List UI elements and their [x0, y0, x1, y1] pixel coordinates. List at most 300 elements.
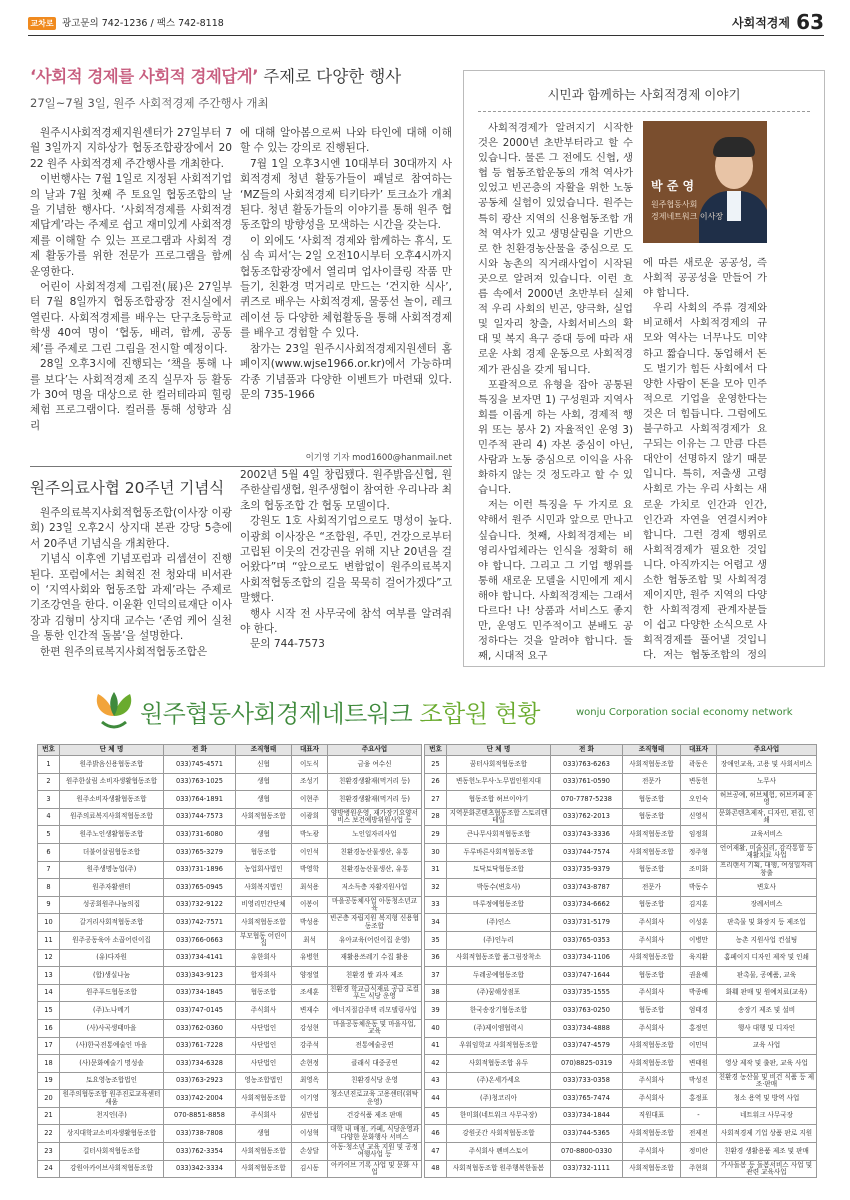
table-row	[38, 931, 422, 949]
table-row	[38, 879, 422, 897]
table-cell: 재활용쓰레기 수집 활용	[328, 949, 422, 967]
table-cell: 43	[425, 1072, 447, 1090]
table-cell: 사회적협동조합	[236, 914, 292, 932]
table-cell: 원주밝음신용협동조합	[60, 756, 164, 774]
divider	[478, 111, 810, 112]
table-cell: 친환경 학교급식재료 공급 로컬푸드 식당 운영	[328, 984, 422, 1002]
table-cell: 033)747-1644	[551, 967, 623, 985]
table-cell: 46	[425, 1125, 447, 1143]
table-cell: 강원아카이브사회적협동조합	[60, 1160, 164, 1178]
table-cell: 47	[425, 1143, 447, 1161]
table-cell: 강주석	[292, 1037, 328, 1055]
paragraph: 어린이 사회적경제 그림전(展)은 27일부터 7월 8일까지 협동조합광장 전시실에서 열린다. 사회적경제를 배우는 단구초등학교 학생 40여 명이 ‘협동, 배려, 함께, 공동체’를 주제로 그린 그림을 전시할 예정이다.	[30, 281, 232, 355]
table-cell: 6	[38, 843, 60, 861]
table-cell: 070-8851-8858	[164, 1107, 236, 1125]
table-cell: 주식회사	[236, 1002, 292, 1020]
table-cell: 033)734-4888	[551, 1019, 623, 1037]
table-cell: 박노광	[292, 826, 328, 844]
table-cell: 김시동	[292, 1160, 328, 1178]
table-row	[425, 1107, 817, 1125]
column-title: 시민과 함께하는 사회적경제 이야기	[547, 87, 741, 102]
table-row	[425, 931, 817, 949]
table-cell: 네트워크 사무국장	[717, 1107, 817, 1125]
table-cell: (주)인스	[447, 914, 551, 932]
table-row	[425, 1090, 817, 1108]
page-header	[28, 12, 824, 36]
table-row	[425, 861, 817, 879]
table-cell: -	[681, 1107, 717, 1125]
table-cell: 영농조합법인	[236, 1072, 292, 1090]
paragraph: 이 외에도 ‘사회적 경제와 함께하는 휴식, 도심 속 피서’는 2일 오전10시부터 오후4시까지 협동조합광장에서 열리며 업사이클링 작품 만들기, 친환경 먹거리로 만드는 ‘건지한 식사’, 퀴즈로 배우는 사회적경제, 물풍선 놀이, 레크레이션 등 다양한 체험활동을 통해 사회적경제를 배우고 경험할 수 있다.	[240, 234, 452, 340]
table-cell: 이민덕	[681, 1037, 717, 1055]
column-header: 대표자	[681, 745, 717, 756]
table-cell: 사회적경제 기업 상품 판로 지원	[717, 1125, 817, 1143]
table-cell: 저소득층 자활지원사업	[328, 879, 422, 897]
table-cell: 원주공동육아 소꿉어린이집	[60, 931, 164, 949]
table-cell: 사단법인	[236, 1037, 292, 1055]
table-cell: 사회적협동조합	[623, 1125, 681, 1143]
table-cell: 부모협동 어린이집	[236, 931, 292, 949]
table-cell: 29	[425, 826, 447, 844]
table-cell: 사단법인	[236, 1019, 292, 1037]
table-cell: 친환경생활재(먹거리 등)	[328, 773, 422, 791]
table-cell: 12	[38, 949, 60, 967]
table-row	[38, 791, 422, 809]
paragraph: 이번행사는 7월 1일로 지정된 사회적기업의 날과 7월 첫째 주 토요일 협동조합의 날을 기념한 행사다. ‘사회적경제를 사회적경제답게’라는 주제로 쉽고 재미있게 사회적경제를 이해할 수 있는 프로그램과 사회적 경제 활동가를 위한 전문가 프로그램을 함께 운영한다.	[30, 173, 232, 278]
table-cell: 원주의료복지사회적협동조합	[60, 808, 164, 826]
table-cell: 협동조합	[236, 843, 292, 861]
table-cell: 최석용	[292, 879, 328, 897]
table-cell: 070)8825-0319	[551, 1055, 623, 1073]
table-cell: 주식회사	[236, 1107, 292, 1125]
paragraph: 사회적경제가 알려지기 시작한 것은 2000년 초반부터라고 할 수 있습니다. 물론 그 전에도 신협, 생협 등 협동조합운동의 개척 역사가 있었고 빈곤층의 자활을 위한 노동공동체 실험이 있었습니다. 원주는 특히 광산 지역의 신용협동조합 개척 역사가 있고 생명살림을 기반으로 한 친환경농산물을 중심으로 도시와 농촌의 직거래사업이 시작된 곳으로 알려져 있습니다. 이런 흐름 속에서 2000년 초반부터 실체적 우리 사회의 빈곤, 양극화, 실업 및 일자리 창출, 사회서비스의 확대 및 복지 욕구 증대 등에 따라 새로운 사회 경제 운동으로 사회적경제가 관심을 갖게 됩니다.	[478, 122, 633, 376]
table-cell: 033)763-2923	[164, 1072, 236, 1090]
table-row	[38, 1160, 422, 1178]
table-cell: 033)734-1106	[551, 949, 623, 967]
table-cell: 2	[38, 773, 60, 791]
paragraph: 포괄적으로 유형을 잡아 공통된 특징을 보자면 1) 구성원과 지역사회를 이롭게 하는 사회, 경제적 행위 또는 봉사 2) 자율적인 운영 3) 민주적 관리 4) 자본 중심이 아닌, 사람과 노동 중심으로 이익을 사유화하지 않는 것 정도라고 할 수 있습니다.	[478, 378, 633, 497]
table-cell: 033)761-7228	[164, 1037, 236, 1055]
table-cell: 한국송장기협동조합	[447, 1002, 551, 1020]
table-cell: 033)765-3279	[164, 843, 236, 861]
table-cell: 강원곳간 사회적협동조합	[447, 1125, 551, 1143]
table-cell: 신영식	[681, 808, 717, 826]
table-cell: 에너지절감주택 리모델링사업	[328, 1002, 422, 1020]
table-cell: 주식회사	[623, 1143, 681, 1161]
paragraph: 에 대해 알아봄으로써 나와 타인에 대해 이해할 수 있는 강의로 진행된다.	[240, 127, 452, 155]
table-cell: 033)764-1891	[164, 791, 236, 809]
table-cell: 조성기	[292, 773, 328, 791]
table-cell: 033)747-0145	[164, 1002, 236, 1020]
table-cell: 033)742-7571	[164, 914, 236, 932]
table-cell: 전제전	[681, 1125, 717, 1143]
table-cell: 꿈터사회적협동조합	[447, 756, 551, 774]
network-logo-icon	[92, 692, 136, 736]
table-cell: 송장기 제조 및 설비	[717, 1002, 817, 1020]
table-cell: 사회적협동조합 품그림장착소	[447, 949, 551, 967]
table-cell: 비영리민간단체	[236, 896, 292, 914]
table-cell: 사회적협동조합	[236, 1143, 292, 1161]
table-cell: 손현정	[292, 1055, 328, 1073]
table-cell: 친환경 쌀 과자 제조	[328, 967, 422, 985]
table-row	[425, 791, 817, 809]
table-cell: 협동조합	[623, 791, 681, 809]
table-cell: 070-8800-0330	[551, 1143, 623, 1161]
table-cell: 033)744-5365	[551, 1125, 623, 1143]
table-cell: 19	[38, 1072, 60, 1090]
table-cell: (주)인누리	[447, 931, 551, 949]
table-cell: 15	[38, 1002, 60, 1020]
table-cell: 033)763-6263	[551, 756, 623, 774]
table-cell: 협동조합	[623, 1002, 681, 1020]
table-row	[38, 843, 422, 861]
table-cell: 사회적협동조합	[236, 1090, 292, 1108]
table-cell: 성공회원주나눔의집	[60, 896, 164, 914]
table-cell: 박동수(변호사)	[447, 879, 551, 897]
table-cell: 변동헌노무사·노무법인원지대	[447, 773, 551, 791]
table-cell: 갈거리사회적협동조합	[60, 914, 164, 932]
table-cell: 033)744-7574	[551, 843, 623, 861]
table-cell: 강성현	[292, 1019, 328, 1037]
table-cell: 클래식 대중공연	[328, 1055, 422, 1073]
table-cell: 033)732-1111	[551, 1160, 623, 1178]
column-header: 조직형태	[623, 745, 681, 756]
article1-subtitle: 27일~7월 3일, 원주 사회적경제 주간행사 개최	[30, 96, 269, 110]
table-cell: 토요영농조합법인	[60, 1072, 164, 1090]
table-cell: 교육 사업	[717, 1037, 817, 1055]
table-cell: 이성훈	[681, 914, 717, 932]
table-cell: 노인일자리사업	[328, 826, 422, 844]
table-cell: 070-7787-5238	[551, 791, 623, 809]
table-cell: 033)766-0663	[164, 931, 236, 949]
table-cell: 36	[425, 949, 447, 967]
table-cell: (주)온세가세요	[447, 1072, 551, 1090]
table-cell: 사회적협동조합 유두	[447, 1055, 551, 1073]
table-cell: 20	[38, 1090, 60, 1108]
table-cell: 18	[38, 1055, 60, 1073]
table-cell: 28	[425, 808, 447, 826]
table-cell: 홈페이지 디자인 제작 및 인쇄	[717, 949, 817, 967]
table-row	[38, 967, 422, 985]
table-cell: 유아교육(어린이집 운영)	[328, 931, 422, 949]
table-cell: 사회적협동조합	[623, 843, 681, 861]
table-cell: 1	[38, 756, 60, 774]
table-cell: 033)761-0590	[551, 773, 623, 791]
table-cell: 화훼 판매 및 원예치료(교육)	[717, 984, 817, 1002]
author-name: 박 준 영	[651, 179, 695, 193]
table-cell: 지역문화콘텐츠협동조합 스토리텐테일	[447, 808, 551, 826]
table-cell: 이인석	[292, 843, 328, 861]
table-row	[425, 808, 817, 826]
table-row	[38, 1107, 422, 1125]
table-cell: 더불어살림협동조합	[60, 843, 164, 861]
table-cell: 생협	[236, 791, 292, 809]
table-row	[425, 896, 817, 914]
table-row	[38, 826, 422, 844]
table-row	[425, 1125, 817, 1143]
article2-headline: 원주의료사협 20주년 기념식	[30, 479, 225, 497]
section-name: 사회적경제	[732, 16, 790, 30]
table-cell: 32	[425, 879, 447, 897]
page-number: 63	[796, 10, 824, 34]
table-cell: 033)732-9122	[164, 896, 236, 914]
table-cell: 주식회사	[623, 931, 681, 949]
table-row	[38, 896, 422, 914]
table-cell: 35	[425, 931, 447, 949]
table-row	[425, 1072, 817, 1090]
paragraph: 문의 744-7573	[250, 638, 325, 651]
table-row	[425, 756, 817, 774]
table-cell: 033)734-1845	[164, 984, 236, 1002]
table-cell: 길터사회적협동조합	[60, 1143, 164, 1161]
column-header: 대표자	[292, 745, 328, 756]
table-row	[38, 949, 422, 967]
members-title-en: wonju Corporation social economy network	[576, 707, 793, 718]
table-cell: 생협	[236, 1125, 292, 1143]
table-cell: 033)744-7573	[164, 808, 236, 826]
table-cell: (사)문화예술기 명성솔	[60, 1055, 164, 1073]
table-cell: 033)342-3334	[164, 1160, 236, 1178]
table-cell: 유병헌	[292, 949, 328, 967]
table-cell: 원주한살림 소비자생활협동조합	[60, 773, 164, 791]
table-cell: 정미란	[681, 1143, 717, 1161]
article1-column2	[240, 126, 452, 448]
table-cell: 34	[425, 914, 447, 932]
table-cell: 한미회(네트워크 사무국장)	[447, 1107, 551, 1125]
table-cell: 033)765-0353	[551, 931, 623, 949]
table-cell: 협동조합	[623, 896, 681, 914]
table-cell: 이병만	[681, 931, 717, 949]
table-cell: 엄태경	[681, 1002, 717, 1020]
column-header: 전 화	[164, 745, 236, 756]
table-cell: 허브공예, 허브체험, 허브카페 운영	[717, 791, 817, 809]
table-cell: 033)731-1896	[164, 861, 236, 879]
table-cell: 이현주	[292, 791, 328, 809]
table-cell: 41	[425, 1037, 447, 1055]
table-cell: 033)763-1025	[164, 773, 236, 791]
table-cell: 행사 대행 및 디자인	[717, 1019, 817, 1037]
column-header: 전 화	[551, 745, 623, 756]
table-cell: 협동조합	[623, 861, 681, 879]
table-cell: 17	[38, 1037, 60, 1055]
table-cell: 아카이브 기록 사업 및 문화 사업	[328, 1160, 422, 1178]
table-cell: 두루바른사회적협동조합	[447, 843, 551, 861]
table-cell: 사회적협동조합	[623, 1037, 681, 1055]
table-cell: 마을공동체운동 및 마을사업, 교육	[328, 1019, 422, 1037]
table-cell: 38	[425, 984, 447, 1002]
table-cell: 건강식품 제조 판매	[328, 1107, 422, 1125]
table-cell: 아동·청소년 교육 지원 및 공정여행사업 등	[328, 1143, 422, 1161]
table-cell: 이광희	[292, 808, 328, 826]
table-row	[425, 879, 817, 897]
table-cell: 청소 용역 및 방역 사업	[717, 1090, 817, 1108]
table-cell: 박성용	[292, 914, 328, 932]
table-row	[425, 843, 817, 861]
table-cell: 이기영	[292, 1090, 328, 1108]
table-cell: (주)제이엠협력시	[447, 1019, 551, 1037]
table-cell: 033)745-4571	[164, 756, 236, 774]
column-right-text	[643, 256, 767, 661]
table-cell: 주식회사	[623, 1019, 681, 1037]
table-cell: 사회적협동조합	[236, 808, 292, 826]
headline-quote: ‘사회적 경제를 사회적 경제답게’	[30, 67, 258, 86]
table-cell: 주식회사 펜비스토어	[447, 1143, 551, 1161]
table-cell: 협동조합	[623, 967, 681, 985]
table-row	[38, 1125, 422, 1143]
table-cell: 홍정민	[681, 1019, 717, 1037]
table-cell: 신협	[236, 756, 292, 774]
table-cell: 마루정예협동조합	[447, 896, 551, 914]
table-cell: 주식회사	[623, 914, 681, 932]
table-cell: 27	[425, 791, 447, 809]
table-cell: 문화콘텐츠제작, 디자인, 편집, 인쇄	[717, 808, 817, 826]
table-cell: 전문가	[623, 773, 681, 791]
table-cell: 변동헌	[681, 773, 717, 791]
table-cell: 033)765-7474	[551, 1090, 623, 1108]
column-header: 번호	[425, 745, 447, 756]
table-cell: 청소년진로교육 고용센터(위탁운영)	[328, 1090, 422, 1108]
table-cell: 33	[425, 896, 447, 914]
headline-rest: 주제로 다양한 행사	[257, 67, 402, 86]
table-cell: 16	[38, 1019, 60, 1037]
table-cell: 홍정표	[681, 1090, 717, 1108]
table-cell: 033)734-6662	[551, 896, 623, 914]
table-cell: 큰나무사회적협동조합	[447, 826, 551, 844]
table-cell: 이도식	[292, 756, 328, 774]
table-row	[38, 1019, 422, 1037]
members-table-right	[424, 744, 817, 1178]
table-cell: 9	[38, 896, 60, 914]
table-cell: 직원대표	[623, 1107, 681, 1125]
table-cell: 사회적협동조합	[623, 1160, 681, 1178]
table-cell: 대학 내 매점, 카페, 식당운영과 다양한 문화행사 서비스	[328, 1125, 422, 1143]
table-cell: 033)734-6328	[164, 1055, 236, 1073]
table-cell: 전문가	[623, 879, 681, 897]
table-cell: 22	[38, 1125, 60, 1143]
table-cell: 토닥토닥협동조합	[447, 861, 551, 879]
table-cell: 033)743-3336	[551, 826, 623, 844]
table-cell: 주식회사	[623, 1090, 681, 1108]
table-cell: 033)735-1555	[551, 984, 623, 1002]
table-cell: 권윤혜	[681, 967, 717, 985]
table-cell: 033)734-4141	[164, 949, 236, 967]
table-cell: 박영학	[292, 861, 328, 879]
column-header: 주요사업	[717, 745, 817, 756]
table-cell: (사)한국전통예술인 마을	[60, 1037, 164, 1055]
table-cell: 033)742-2004	[164, 1090, 236, 1108]
publisher-logo: 교차로	[28, 17, 56, 30]
author-role: 경제네트워크 이사장	[651, 212, 724, 221]
table-cell: 우워임학교 사회적협동조합	[447, 1037, 551, 1055]
table-row	[38, 1072, 422, 1090]
article1-byline: 이기영 기자 mod1600@hanmail.net	[305, 453, 452, 463]
table-cell: 언어재활, 미술심리, 감각통합 등 재활치료 사업	[717, 843, 817, 861]
table-cell: (합)생실나눔	[60, 967, 164, 985]
table-row	[425, 1037, 817, 1055]
table-cell: 7	[38, 861, 60, 879]
table-cell: 사회적협동조합	[623, 1055, 681, 1073]
table-cell: 친환경생활재(먹거리 등)	[328, 791, 422, 809]
table-row	[38, 1002, 422, 1020]
ad-contact: 광고문의 742-1236 / 팩스 742-8118	[62, 18, 224, 29]
article2-column1	[30, 506, 232, 672]
table-cell: 사단법인	[236, 1055, 292, 1073]
table-cell: 주식회사	[623, 984, 681, 1002]
table-cell: 생협	[236, 773, 292, 791]
paragraph: 한편 원주의료복지사회적협동조합은	[40, 645, 208, 658]
column-left-text	[478, 121, 633, 661]
table-cell: 원주자활센터	[60, 879, 164, 897]
table-cell: 사회적협동조합	[236, 1160, 292, 1178]
table-row	[425, 773, 817, 791]
table-row	[38, 808, 422, 826]
table-cell: (주)꿈해상점포	[447, 984, 551, 1002]
table-cell: 판촉물, 공예품, 교육	[717, 967, 817, 985]
column-header: 조직형태	[236, 745, 292, 756]
table-cell: 주식회사	[623, 1072, 681, 1090]
table-cell: 원주소비자생활협동조합	[60, 791, 164, 809]
table-cell: 빈곤층 자립지원 복지형 신용협동조합	[328, 914, 422, 932]
table-cell: 두레공예협동조합	[447, 967, 551, 985]
table-cell: 033)763-0250	[551, 1002, 623, 1020]
paragraph: 기념식 이후엔 기념포럼과 리셉션이 진행된다. 포럼에서는 최혁진 전 청와대 비서관이 ‘지역사회와 협동조합 과제’라는 주제로 기조강연을 한다. 이윤환 인덕의료재단 이사장과 김형미 상지대 교수는 ‘존엄 케어 실천을 통한 인간적 돌봄’을 설명한다.	[30, 553, 232, 643]
paragraph: 2002년 5월 4일 창립됐다. 원주밝음신협, 원주한살림생협, 원주생협이 참여한 우리나라 최초의 협동조합 간 협동 모델이다.	[240, 469, 452, 512]
table-cell: 천지인(주)	[60, 1107, 164, 1125]
paragraph: 7월 1일 오후3시엔 10대부터 30대까지 사회적경제 청년 활동가들이 패널로 참여하는 ‘MZ들의 사회적경제 티키타카’ 토크쇼가 개최된다. 청년 활동가들의 이야기를 통해 원주 협동조합의 방향성을 모색하는 시간을 갖는다.	[240, 157, 452, 232]
table-cell: 협동조합 허브이야기	[447, 791, 551, 809]
table-row	[38, 756, 422, 774]
paragraph: 행사 시작 전 사무국에 참석 여부를 알려줘야 한다.	[240, 607, 452, 636]
author-shirt	[727, 191, 741, 221]
table-cell: 농촌 지원사업 컨설팅	[717, 931, 817, 949]
table-cell: 24	[38, 1160, 60, 1178]
table-cell: 30	[425, 843, 447, 861]
table-row	[38, 1037, 422, 1055]
table-cell: 033)743-8787	[551, 879, 623, 897]
table-cell: 033)734-1844	[551, 1107, 623, 1125]
table-row	[425, 1143, 817, 1161]
paragraph: 원주의료복지사회적협동조합(이사장 이광희) 23일 오후2시 상지대 본관 강당 5층에서 20주년 기념식을 개최한다.	[30, 507, 232, 550]
table-cell: 장애인교육, 고용 및 사회서비스	[717, 756, 817, 774]
table-cell: 프리랜서 기획, 대행, 여성일자리창출	[717, 861, 817, 879]
table-cell: 31	[425, 861, 447, 879]
table-cell: 양방병원운영, 재가장기요양서비스 보건예방위원사업 등	[328, 808, 422, 826]
table-row	[38, 1143, 422, 1161]
paragraph: 우리 사회의 주류 경제와 비교해서 사회적경제의 규모와 역사는 너무나도 미약하고 짧습니다. 동업해서 돈도 벌기가 힘든 사회에서 다양한 사람이 돈을 모아 민주적으로 기업을 운영한다는 것은 더 힘듭니다. 그럼에도 불구하고 사회적경제가 요구되는 이유는 그 만큼 다른 대안이 선명하지 않기 때문입니다. 특히, 저출생 고령사회로 가는 우리 사회는 새로운 가치로 인간과 인간, 인간과 자연을 연결시켜야 합니다. 그런 경제 행위로 사회적경제가 필요한 것입니다. 아직까지는 어렵고 생소한 협동조합 및 사회적경제이지만, 원주 지역의 다양한 사회적경제 관계자분들이 쉽고 다양한 소식으로 사회적경제를 풀어낼 것입니다. 저는 협동조합의 정의	[643, 302, 767, 661]
table-row	[425, 984, 817, 1002]
article1-headline	[30, 66, 450, 88]
table-cell: 판촉물 및 화장지 등 제조업	[717, 914, 817, 932]
paragraph: 저는 이런 특징을 두 가지로 요약해서 원주 시민과 앞으로 만나고 싶습니다. 첫째, 사회적경제는 비영리사업체라는 인식을 정확히 해야 합니다. 그리고 그 기업 행위를 통해 새로운 모델을 시민에게 제시해야 합니다. 사회적경제는 그래서 다르다! 나! 상품과 서비스도 좋지만, 운영도 민주적이고 분배도 공정하다는 것을 알려야 합니다. 둘째, 시대적 요구	[478, 499, 633, 661]
table-cell: 최영옥	[292, 1072, 328, 1090]
table-cell: 전통예술공연	[328, 1037, 422, 1055]
table-cell: 협동조합	[623, 808, 681, 826]
table-cell: 25	[425, 756, 447, 774]
table-cell: 가사돌봄 등 돌봄서비스 사업 및 관련 교육사업	[717, 1160, 817, 1178]
table-cell: (주)청코리아	[447, 1090, 551, 1108]
table-row	[425, 1019, 817, 1037]
table-cell: 오인숙	[681, 791, 717, 809]
table-cell: 마을공동체사업 아동청소년교육	[328, 896, 422, 914]
article1-column1	[30, 126, 232, 448]
table-cell: 변호사	[717, 879, 817, 897]
table-cell: 10	[38, 914, 60, 932]
table-cell: 8	[38, 879, 60, 897]
paragraph: 강원도 1호 사회적기업으로도 명성이 높다. 이광희 이사장은 “조합원, 주민, 건강으로부터 고립된 이웃의 건강권을 위해 지난 20년을 걸어왔다”며 “앞으로도 변함없이 원주의료복지사회적협동조합의 길을 묵묵히 걸어가겠다”고 말했다.	[240, 515, 452, 605]
table-row	[425, 826, 817, 844]
table-cell: 생협	[236, 826, 292, 844]
table-cell: 사회복지법인	[236, 879, 292, 897]
